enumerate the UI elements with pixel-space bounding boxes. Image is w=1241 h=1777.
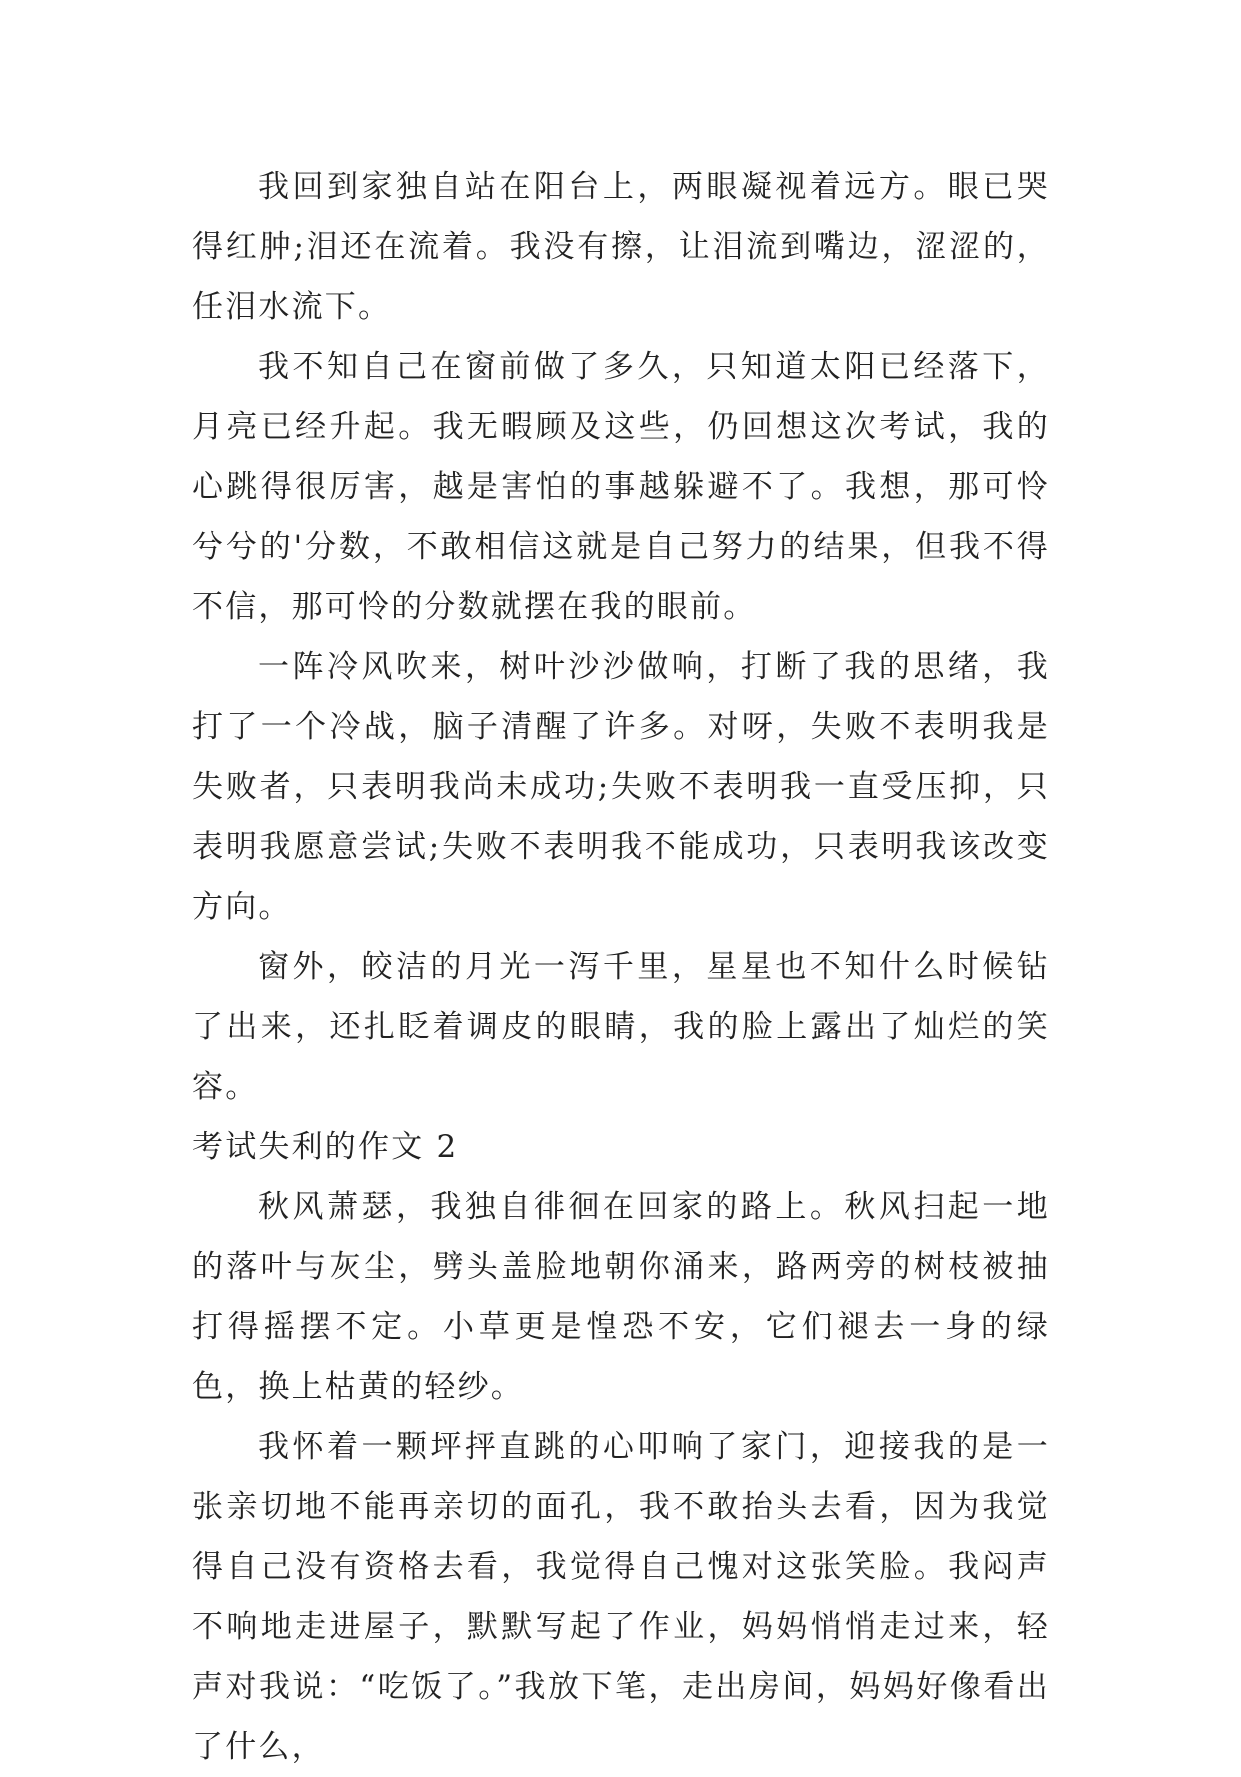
- paragraph-1: 我回到家独自站在阳台上，两眼凝视着远方。眼已哭得红肿;泪还在流着。我没有擦，让泪流到嘴边，涩涩的，任泪水流下。: [192, 169, 1050, 325]
- paragraph-4: 窗外，皎洁的月光一泻千里，星星也不知什么时候钻了出来，还扎眨着调皮的眼睛，我的脸上露出了灿烂的笑容。: [192, 949, 1050, 1105]
- paragraph-2: 我不知自己在窗前做了多久，只知道太阳已经落下，月亮已经升起。我无暇顾及这些，仍回想这次考试，我的心跳得很厉害，越是害怕的事越躲避不了。我想，那可怜兮兮的'分数，不敢相信这就是自己努力的结果，但我不得不信，那可怜的分数就摆在我的眼前。: [192, 349, 1050, 625]
- section-heading: 考试失利的作文 2: [192, 1129, 459, 1165]
- document-page: [192, 157, 1050, 1777]
- paragraph-5: 秋风萧瑟，我独自徘徊在回家的路上。秋风扫起一地的落叶与灰尘，劈头盖脸地朝你涌来，路两旁的树枝被抽打得摇摆不定。小草更是惶恐不安，它们褪去一身的绿色，换上枯黄的轻纱。: [192, 1189, 1050, 1405]
- paragraph-6: 我怀着一颗坪抨直跳的心叩响了家门，迎接我的是一张亲切地不能再亲切的面孔，我不敢抬头去看，因为我觉得自己没有资格去看，我觉得自己愧对这张笑脸。我闷声不响地走进屋子，默默写起了作业，妈妈悄悄走过来，轻声对我说：“吃饭了。”我放下笔，走出房间，妈妈好像看出了什么，: [192, 1429, 1050, 1765]
- paragraph-3: 一阵冷风吹来，树叶沙沙做响，打断了我的思绪，我打了一个冷战，脑子清醒了许多。对呀，失败不表明我是失败者，只表明我尚未成功;失败不表明我一直受压抑，只表明我愿意尝试;失败不表明我不能成功，只表明我该改变方向。: [192, 649, 1050, 925]
